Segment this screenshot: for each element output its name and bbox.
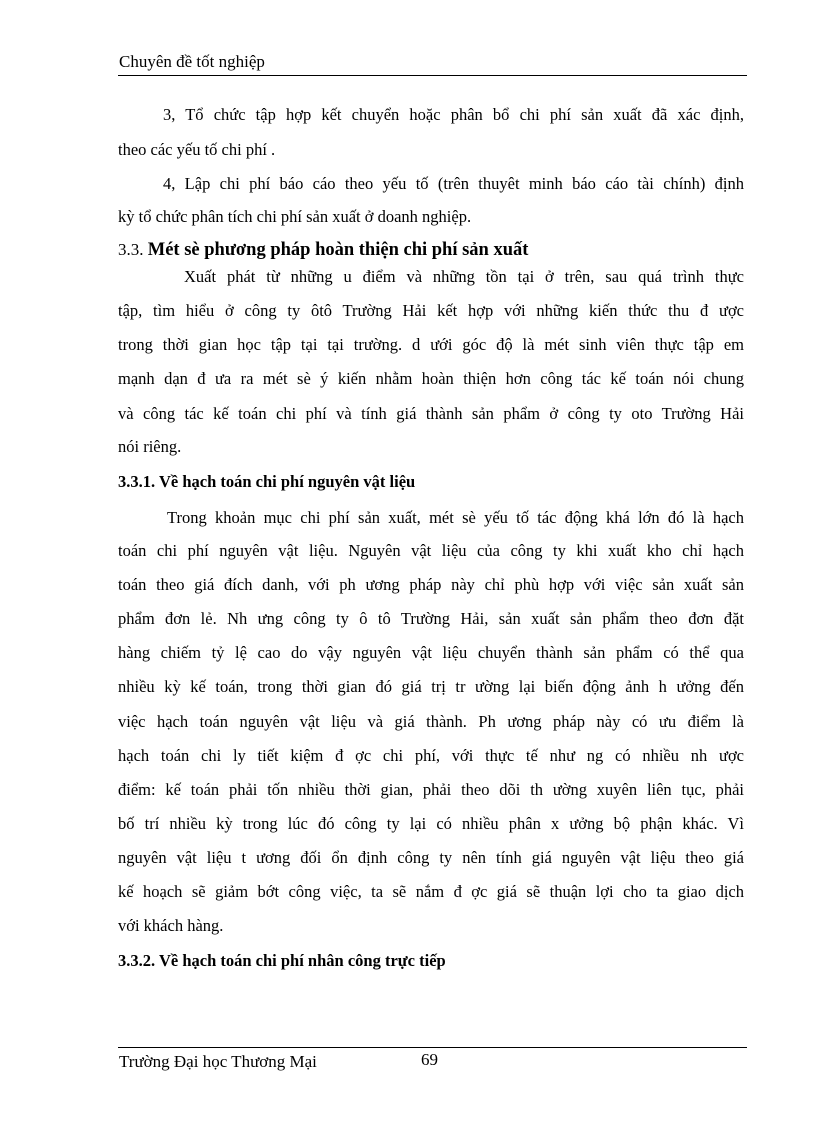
text-line: phẩm đơn lẻ. Nh ưng công ty ô tô Trường Hải, sản xuất sản phẩm theo đơn đặt [118,609,744,628]
text-line: và công tác kế toán chi phí và tính giá thành sản phẩm ở công ty oto Trường Hải [118,404,744,423]
subsection-heading-3-3-2: 3.3.2. Về hạch toán chi phí nhân công trực tiếp [118,951,446,970]
section-number: 3.3. [118,240,144,259]
section-heading-3-3 [118,240,528,261]
text-line: nói riêng. [118,437,182,456]
text-line: việc hạch toán nguyên vật liệu và giá thành. Ph ương pháp này có ưu điểm là [118,712,744,731]
footer-school-name: Trường Đại học Thương Mại [119,1052,317,1071]
text-line: mạnh dạn đ ưa ra mét sè ý kiến nhằm hoàn thiện hơn công tác kế toán nói chung [118,369,744,388]
text-line: 4, Lập chi phí báo cáo theo yếu tố (trên thuyêt minh báo cáo tài chính) định [163,174,744,193]
text-line: theo các yếu tố chi phí . [118,140,276,159]
text-line: Xuất phát từ những u điểm và những tồn tại ở trên, sau quá trình thực [184,267,744,286]
text-line: nguyên vật liệu t ương đối ổn định công ty nên tính giá nguyên vật liệu theo giá [118,848,744,867]
text-line: trong thời gian học tập tại tại trường. d ưới góc độ là mét sinh viên thực tập em [118,335,744,354]
header-divider [118,75,747,76]
text-line: 3, Tổ chức tập hợp kết chuyển hoặc phân bổ chi phí sản xuất đã xác định, [163,105,744,124]
subsection-heading-3-3-1: 3.3.1. Về hạch toán chi phí nguyên vật liệu [118,472,416,491]
text-line: toán theo giá đích danh, với ph ương pháp này chỉ phù hợp với việc sản xuất sản [118,575,744,594]
text-line: tập, tìm hiểu ở công ty ôtô Trường Hải kết hợp với những kiến thức thu đ ược [118,301,744,320]
text-line: hạch toán chi ly tiết kiệm đ ợc chi phí, với thực tế như ng có nhiều nh ược [118,746,744,765]
text-line: nhiều kỳ kế toán, trong thời gian đó giá trị tr ường lại biến động ảnh h ưởng đến [118,677,744,696]
text-line: với khách hàng. [118,916,224,935]
footer-divider [118,1047,747,1048]
section-title: Mét sè phương pháp hoàn thiện chi phí sản xuất [147,240,529,260]
text-line: Trong khoản mục chi phí sản xuất, mét sè yếu tố tác động khá lớn đó là hạch [167,508,744,527]
text-line: toán chi phí nguyên vật liệu. Nguyên vật liệu của công ty khi xuất kho chỉ hạch [118,541,744,560]
text-line: điểm: kế toán phải tốn nhiều thời gian, phải theo dõi th ường xuyên liên tục, phải [118,780,744,799]
text-line: kỳ tổ chức phân tích chi phí sản xuất ở doanh nghiệp. [118,207,472,226]
text-line: bố trí nhiều kỳ trong lúc đó công ty lại có nhiều phân x ưởng bộ phận khác. Vì [118,814,744,833]
text-line: kế hoạch sẽ giảm bớt công việc, ta sẽ nắm đ ợc giá sẽ thuận lợi cho ta giao dịch [118,882,744,901]
page-number: 69 [421,1050,438,1069]
header-title: Chuyên đề tốt nghiệp [119,52,265,71]
text-line: hàng chiếm tỷ lệ cao do vậy nguyên vật liệu chuyển thành sản phẩm có thể qua [118,643,744,662]
